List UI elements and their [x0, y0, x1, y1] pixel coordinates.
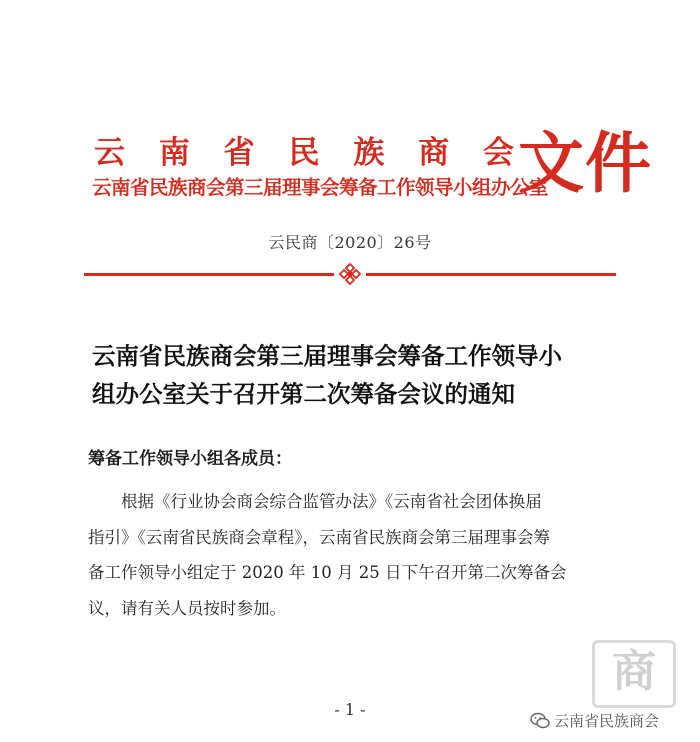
body-line: 议，请有关人员按时参加。 — [88, 598, 286, 618]
wechat-source-tag[interactable] — [530, 710, 659, 731]
org-name — [94, 136, 514, 170]
salutation: 筹备工作领导小组各成员： — [88, 449, 292, 469]
title-line: 组办公室关于召开第二次筹备会议的通知 — [92, 380, 515, 408]
body-paragraph — [88, 484, 618, 626]
document-number: 云民商〔2020〕26号 — [268, 233, 432, 252]
title-line: 云南省民族商会第三届理事会筹备工作领导小 — [92, 342, 562, 370]
document-type-label: 文件 — [518, 124, 652, 202]
org-name-char: 商 — [418, 135, 450, 171]
red-divider — [84, 262, 616, 286]
page-number: - 1 - — [334, 700, 366, 719]
shang-watermark: 商 — [592, 640, 676, 708]
org-name-char: 省 — [223, 135, 255, 171]
org-name-char: 族 — [353, 135, 385, 171]
divider-rule-right — [366, 273, 616, 276]
document-title — [92, 337, 612, 413]
wechat-icon — [530, 712, 550, 730]
body-line: 备工作领导小组定于 2020 年 10 月 25 日下午召开第二次筹备会 — [88, 563, 567, 582]
org-office-name: 云南省民族商会第三届理事会筹备工作领导小组办公室 — [92, 176, 549, 199]
wechat-source-name: 云南省民族商会 — [554, 712, 660, 730]
org-name-char: 云 — [94, 135, 125, 171]
knot-ornament-icon — [338, 262, 362, 286]
divider-rule-left — [84, 273, 334, 276]
body-line: 指引》《云南省民族商会章程》，云南省民族商会第三届理事会筹 — [88, 527, 550, 547]
body-line: 根据《行业协会商会综合监管办法》《云南省社会团体换届 — [121, 492, 542, 511]
org-name-char: 南 — [158, 135, 190, 171]
org-name-char: 民 — [288, 135, 320, 171]
org-name-char: 会 — [482, 135, 514, 171]
